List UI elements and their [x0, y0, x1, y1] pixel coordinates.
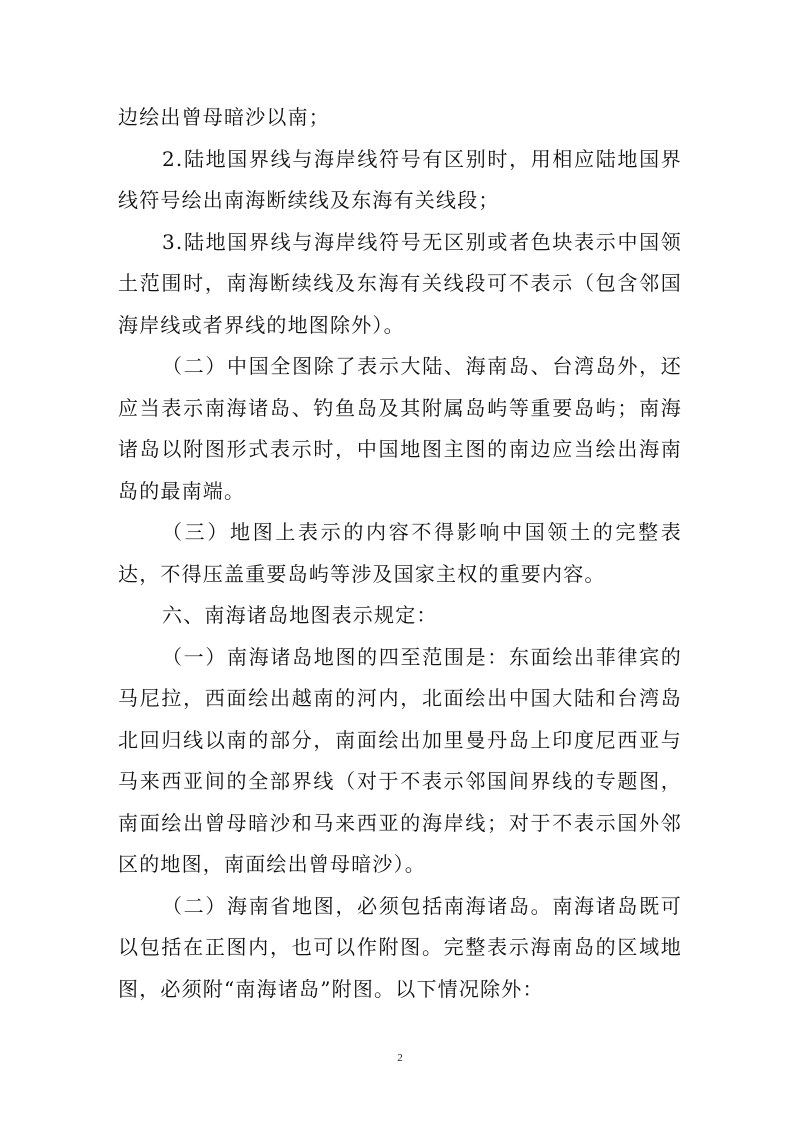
section-heading — [118, 595, 682, 637]
text-line: 马尼拉，西面绘出越南的河内，北面绘出中国大陆和台湾岛 — [118, 686, 682, 710]
text-line: 边绘出曾母暗沙以南； — [118, 105, 330, 129]
paragraph — [118, 637, 682, 886]
text-line: （二）中国全图除了表示大陆、海南岛、台湾岛外，还 — [162, 354, 682, 378]
paragraph — [118, 346, 682, 512]
paragraph — [118, 97, 682, 139]
text-line: 达，不得压盖重要岛屿等涉及国家主权的重要内容。 — [118, 561, 606, 586]
text-line: （三）地图上表示的内容不得影响中国领土的完整表 — [162, 520, 682, 544]
text-line: 土范围时，南海断续线及东海有关线段可不表示（包含邻国 — [118, 271, 682, 295]
paragraph — [118, 512, 682, 595]
text-line: 马来西亚间的全部界线（对于不表示邻国间界线的专题图， — [118, 769, 682, 793]
text-line: 诸岛以附图形式表示时，中国地图主图的南边应当绘出海南 — [118, 437, 682, 461]
text-line: 3.陆地国界线与海岸线符号无区别或者色块表示中国领 — [162, 229, 682, 254]
paragraph — [118, 886, 682, 1011]
text-line: （一）南海诸岛地图的四至范围是：东面绘出菲律宾的 — [162, 644, 682, 669]
text-line: 线符号绘出南海断续线及东海有关线段； — [118, 188, 500, 212]
body-text — [118, 97, 682, 1010]
text-line: 海岸线或者界线的地图除外）。 — [118, 312, 405, 337]
paragraph — [118, 222, 682, 347]
text-line: 区的地图，南面绘出曾母暗沙）。 — [118, 852, 426, 876]
paragraph — [118, 139, 682, 222]
text-line: 以包括在正图内，也可以作附图。完整表示海南岛的区域地 — [118, 935, 682, 959]
text-line: 岛的最南端。 — [118, 478, 246, 503]
text-line: 六、南海诸岛地图表示规定： — [162, 603, 438, 627]
text-line: 北回归线以南的部分，南面绘出加里曼丹岛上印度尼西亚与 — [118, 727, 682, 752]
text-line: 应当表示南海诸岛、钓鱼岛及其附属岛屿等重要岛屿；南海 — [118, 395, 682, 420]
text-line: （二）海南省地图，必须包括南海诸岛。南海诸岛既可 — [162, 893, 682, 918]
text-line: 南面绘出曾母暗沙和马来西亚的海岸线；对于不表示国外邻 — [118, 810, 682, 835]
text-line: 2.陆地国界线与海岸线符号有区别时，用相应陆地国界 — [162, 146, 682, 171]
text-line: 图，必须附“南海诸岛”附图。以下情况除外： — [118, 976, 544, 1001]
page-number: 2 — [397, 1052, 403, 1064]
